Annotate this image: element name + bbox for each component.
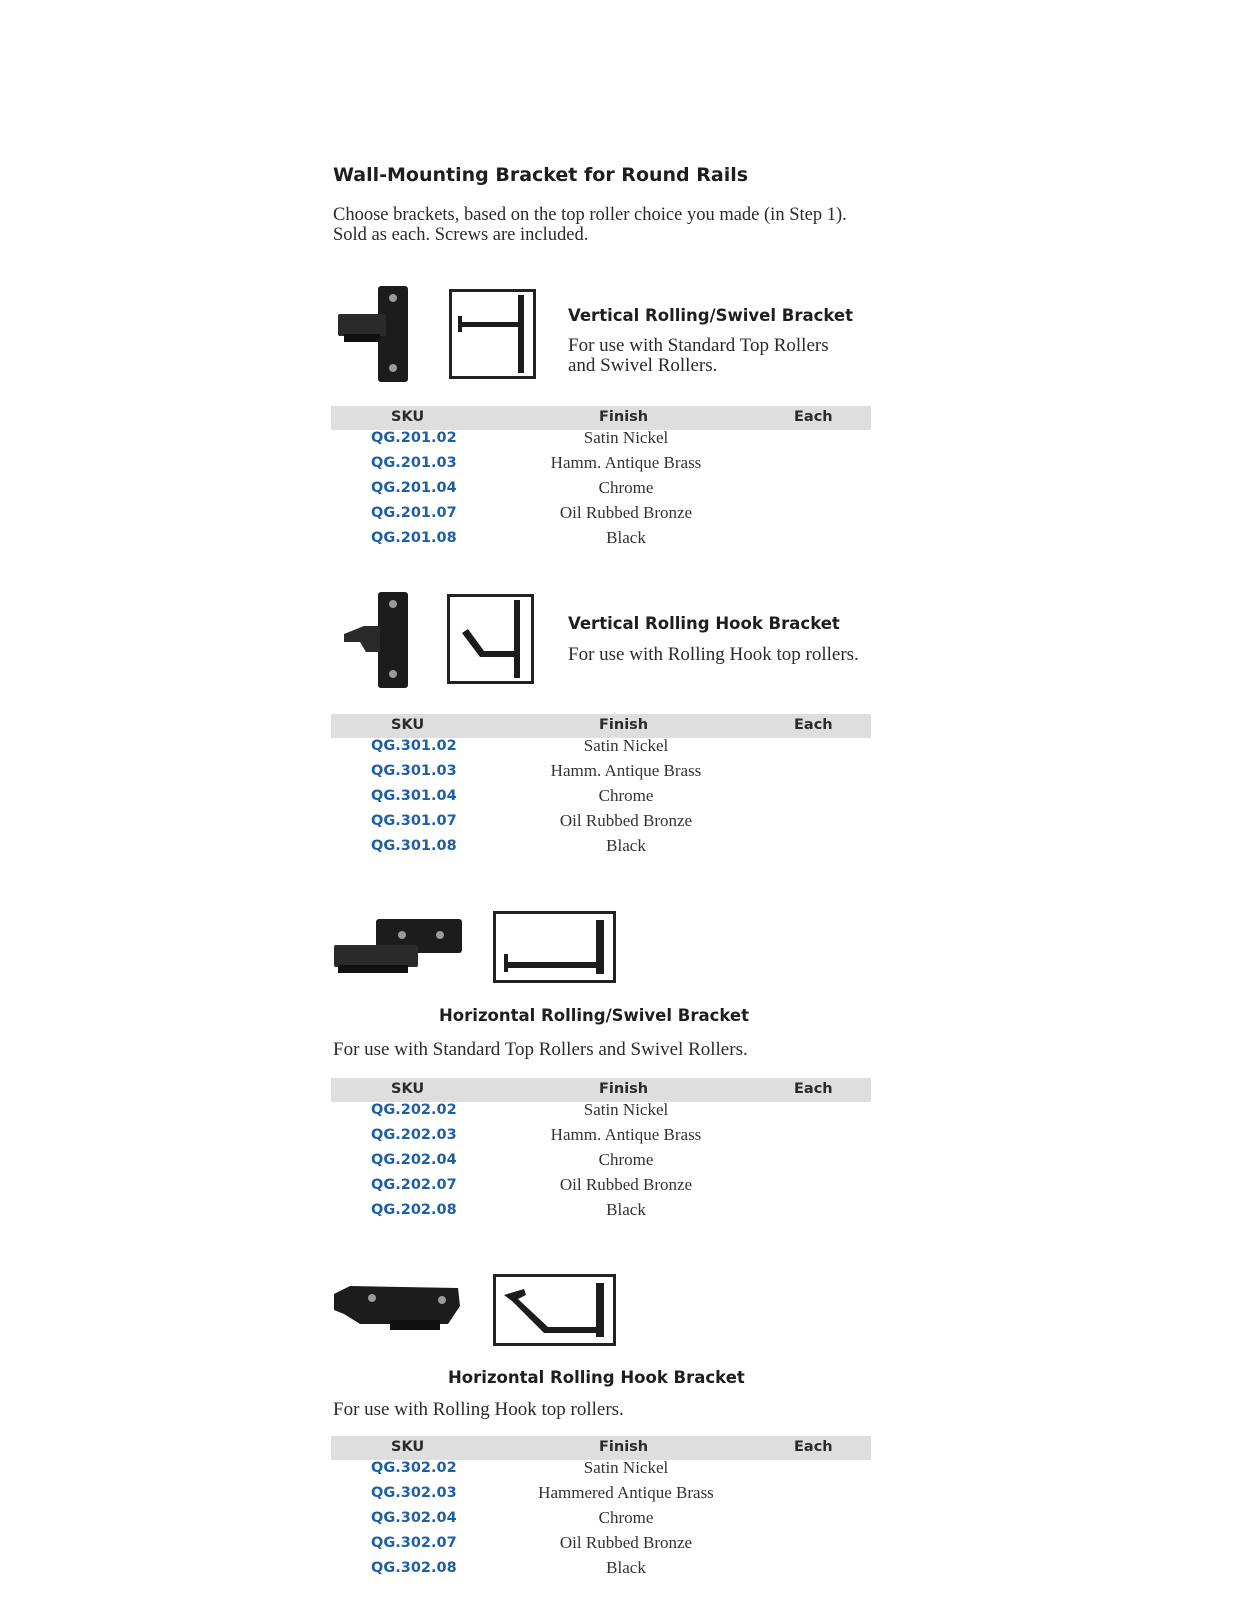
vertical-hook-bracket-diagram (447, 594, 534, 684)
sku-link[interactable]: QG.302.02 (371, 1460, 457, 1476)
sku-link[interactable]: QG.302.04 (371, 1510, 457, 1526)
header-finish: Finish (599, 1081, 649, 1097)
finish-text: Oil Rubbed Bronze (559, 1533, 693, 1552)
table-row (331, 1202, 871, 1227)
table-row (331, 1152, 871, 1177)
horizontal-hook-bracket-photo (330, 1280, 464, 1338)
table-row (331, 1510, 871, 1535)
finish-text: Black (606, 1200, 646, 1219)
table-row (331, 813, 871, 838)
section-desc-vertical-swivel: For use with Standard Top Rollers and Swivel Rollers. (568, 335, 829, 376)
finish-text: Hamm. Antique Brass (550, 1125, 702, 1144)
table-header (331, 1436, 871, 1460)
header-sku: SKU (391, 1439, 425, 1455)
horizontal-swivel-bracket-photo (332, 913, 464, 981)
finish-text: Hammered Antique Brass (538, 1483, 714, 1502)
table-row (331, 1127, 871, 1152)
header-finish: Finish (599, 1439, 649, 1455)
sku-link[interactable]: QG.301.08 (371, 838, 457, 854)
horizontal-swivel-bracket-diagram (493, 911, 616, 983)
finish-text: Black (606, 836, 646, 855)
table-row (331, 1102, 871, 1127)
section-desc-horizontal-swivel: For use with Standard Top Rollers and Swivel Rollers. (333, 1039, 748, 1060)
finish-text: Oil Rubbed Bronze (559, 503, 693, 522)
table-row (331, 1177, 871, 1202)
finish-text: Chrome (598, 1150, 654, 1169)
table-row (331, 1460, 871, 1485)
sku-link[interactable]: QG.202.07 (371, 1177, 457, 1193)
section-title-vertical-swivel: Vertical Rolling/Swivel Bracket (568, 306, 854, 325)
finish-text: Black (606, 1558, 646, 1577)
finish-text: Oil Rubbed Bronze (559, 811, 693, 830)
header-finish: Finish (599, 717, 649, 733)
header-each: Each (794, 1081, 833, 1097)
sku-link[interactable]: QG.301.04 (371, 788, 457, 804)
header-each: Each (794, 717, 833, 733)
table-header (331, 406, 871, 430)
header-each: Each (794, 409, 833, 425)
table-row (331, 838, 871, 863)
table-row (331, 1535, 871, 1560)
sku-link[interactable]: QG.201.08 (371, 530, 457, 546)
table-row (331, 455, 871, 480)
sku-link[interactable]: QG.201.02 (371, 430, 457, 446)
finish-text: Black (606, 528, 646, 547)
table-row (331, 1485, 871, 1510)
header-each: Each (794, 1439, 833, 1455)
finish-text: Chrome (598, 478, 654, 497)
sku-link[interactable]: QG.201.03 (371, 455, 457, 471)
sku-link[interactable]: QG.302.07 (371, 1535, 457, 1551)
table-row (331, 530, 871, 555)
section-title-vertical-hook: Vertical Rolling Hook Bracket (568, 614, 840, 633)
finish-text: Satin Nickel (583, 428, 669, 447)
section-title-horizontal-hook: Horizontal Rolling Hook Bracket (448, 1368, 745, 1387)
finish-text: Chrome (598, 1508, 654, 1527)
header-sku: SKU (391, 409, 425, 425)
sku-link[interactable]: QG.202.03 (371, 1127, 457, 1143)
table-header (331, 1078, 871, 1102)
finish-text: Oil Rubbed Bronze (559, 1175, 693, 1194)
finish-text: Satin Nickel (583, 736, 669, 755)
sku-link[interactable]: QG.301.03 (371, 763, 457, 779)
section-desc-horizontal-hook: For use with Rolling Hook top rollers. (333, 1399, 624, 1420)
sku-link[interactable]: QG.201.04 (371, 480, 457, 496)
table-row (331, 505, 871, 530)
sku-link[interactable]: QG.202.04 (371, 1152, 457, 1168)
table-row (331, 1560, 871, 1585)
section-title-horizontal-swivel: Horizontal Rolling/Swivel Bracket (439, 1006, 750, 1025)
table-row (331, 480, 871, 505)
vertical-swivel-bracket-diagram (449, 289, 536, 379)
sku-link[interactable]: QG.201.07 (371, 505, 457, 521)
sku-link[interactable]: QG.202.02 (371, 1102, 457, 1118)
page-title: Wall-Mounting Bracket for Round Rails (333, 164, 749, 186)
header-sku: SKU (391, 1081, 425, 1097)
sku-link[interactable]: QG.301.07 (371, 813, 457, 829)
finish-text: Hamm. Antique Brass (550, 761, 702, 780)
finish-text: Hamm. Antique Brass (550, 453, 702, 472)
finish-text: Satin Nickel (583, 1100, 669, 1119)
table-row (331, 430, 871, 455)
vertical-swivel-bracket-photo (336, 284, 426, 384)
finish-text: Satin Nickel (583, 1458, 669, 1477)
finish-text: Chrome (598, 786, 654, 805)
intro-text: Choose brackets, based on the top roller choice you made (in Step 1). Sold as each. Screws are included. (333, 205, 847, 245)
sku-link[interactable]: QG.302.03 (371, 1485, 457, 1501)
horizontal-hook-bracket-diagram (493, 1274, 616, 1346)
sku-link[interactable]: QG.202.08 (371, 1202, 457, 1218)
header-sku: SKU (391, 717, 425, 733)
table-row (331, 788, 871, 813)
sku-link[interactable]: QG.302.08 (371, 1560, 457, 1576)
header-finish: Finish (599, 409, 649, 425)
table-row (331, 738, 871, 763)
vertical-hook-bracket-photo (340, 590, 426, 690)
table-row (331, 763, 871, 788)
sku-link[interactable]: QG.301.02 (371, 738, 457, 754)
section-desc-vertical-hook: For use with Rolling Hook top rollers. (568, 644, 859, 665)
table-header (331, 714, 871, 738)
